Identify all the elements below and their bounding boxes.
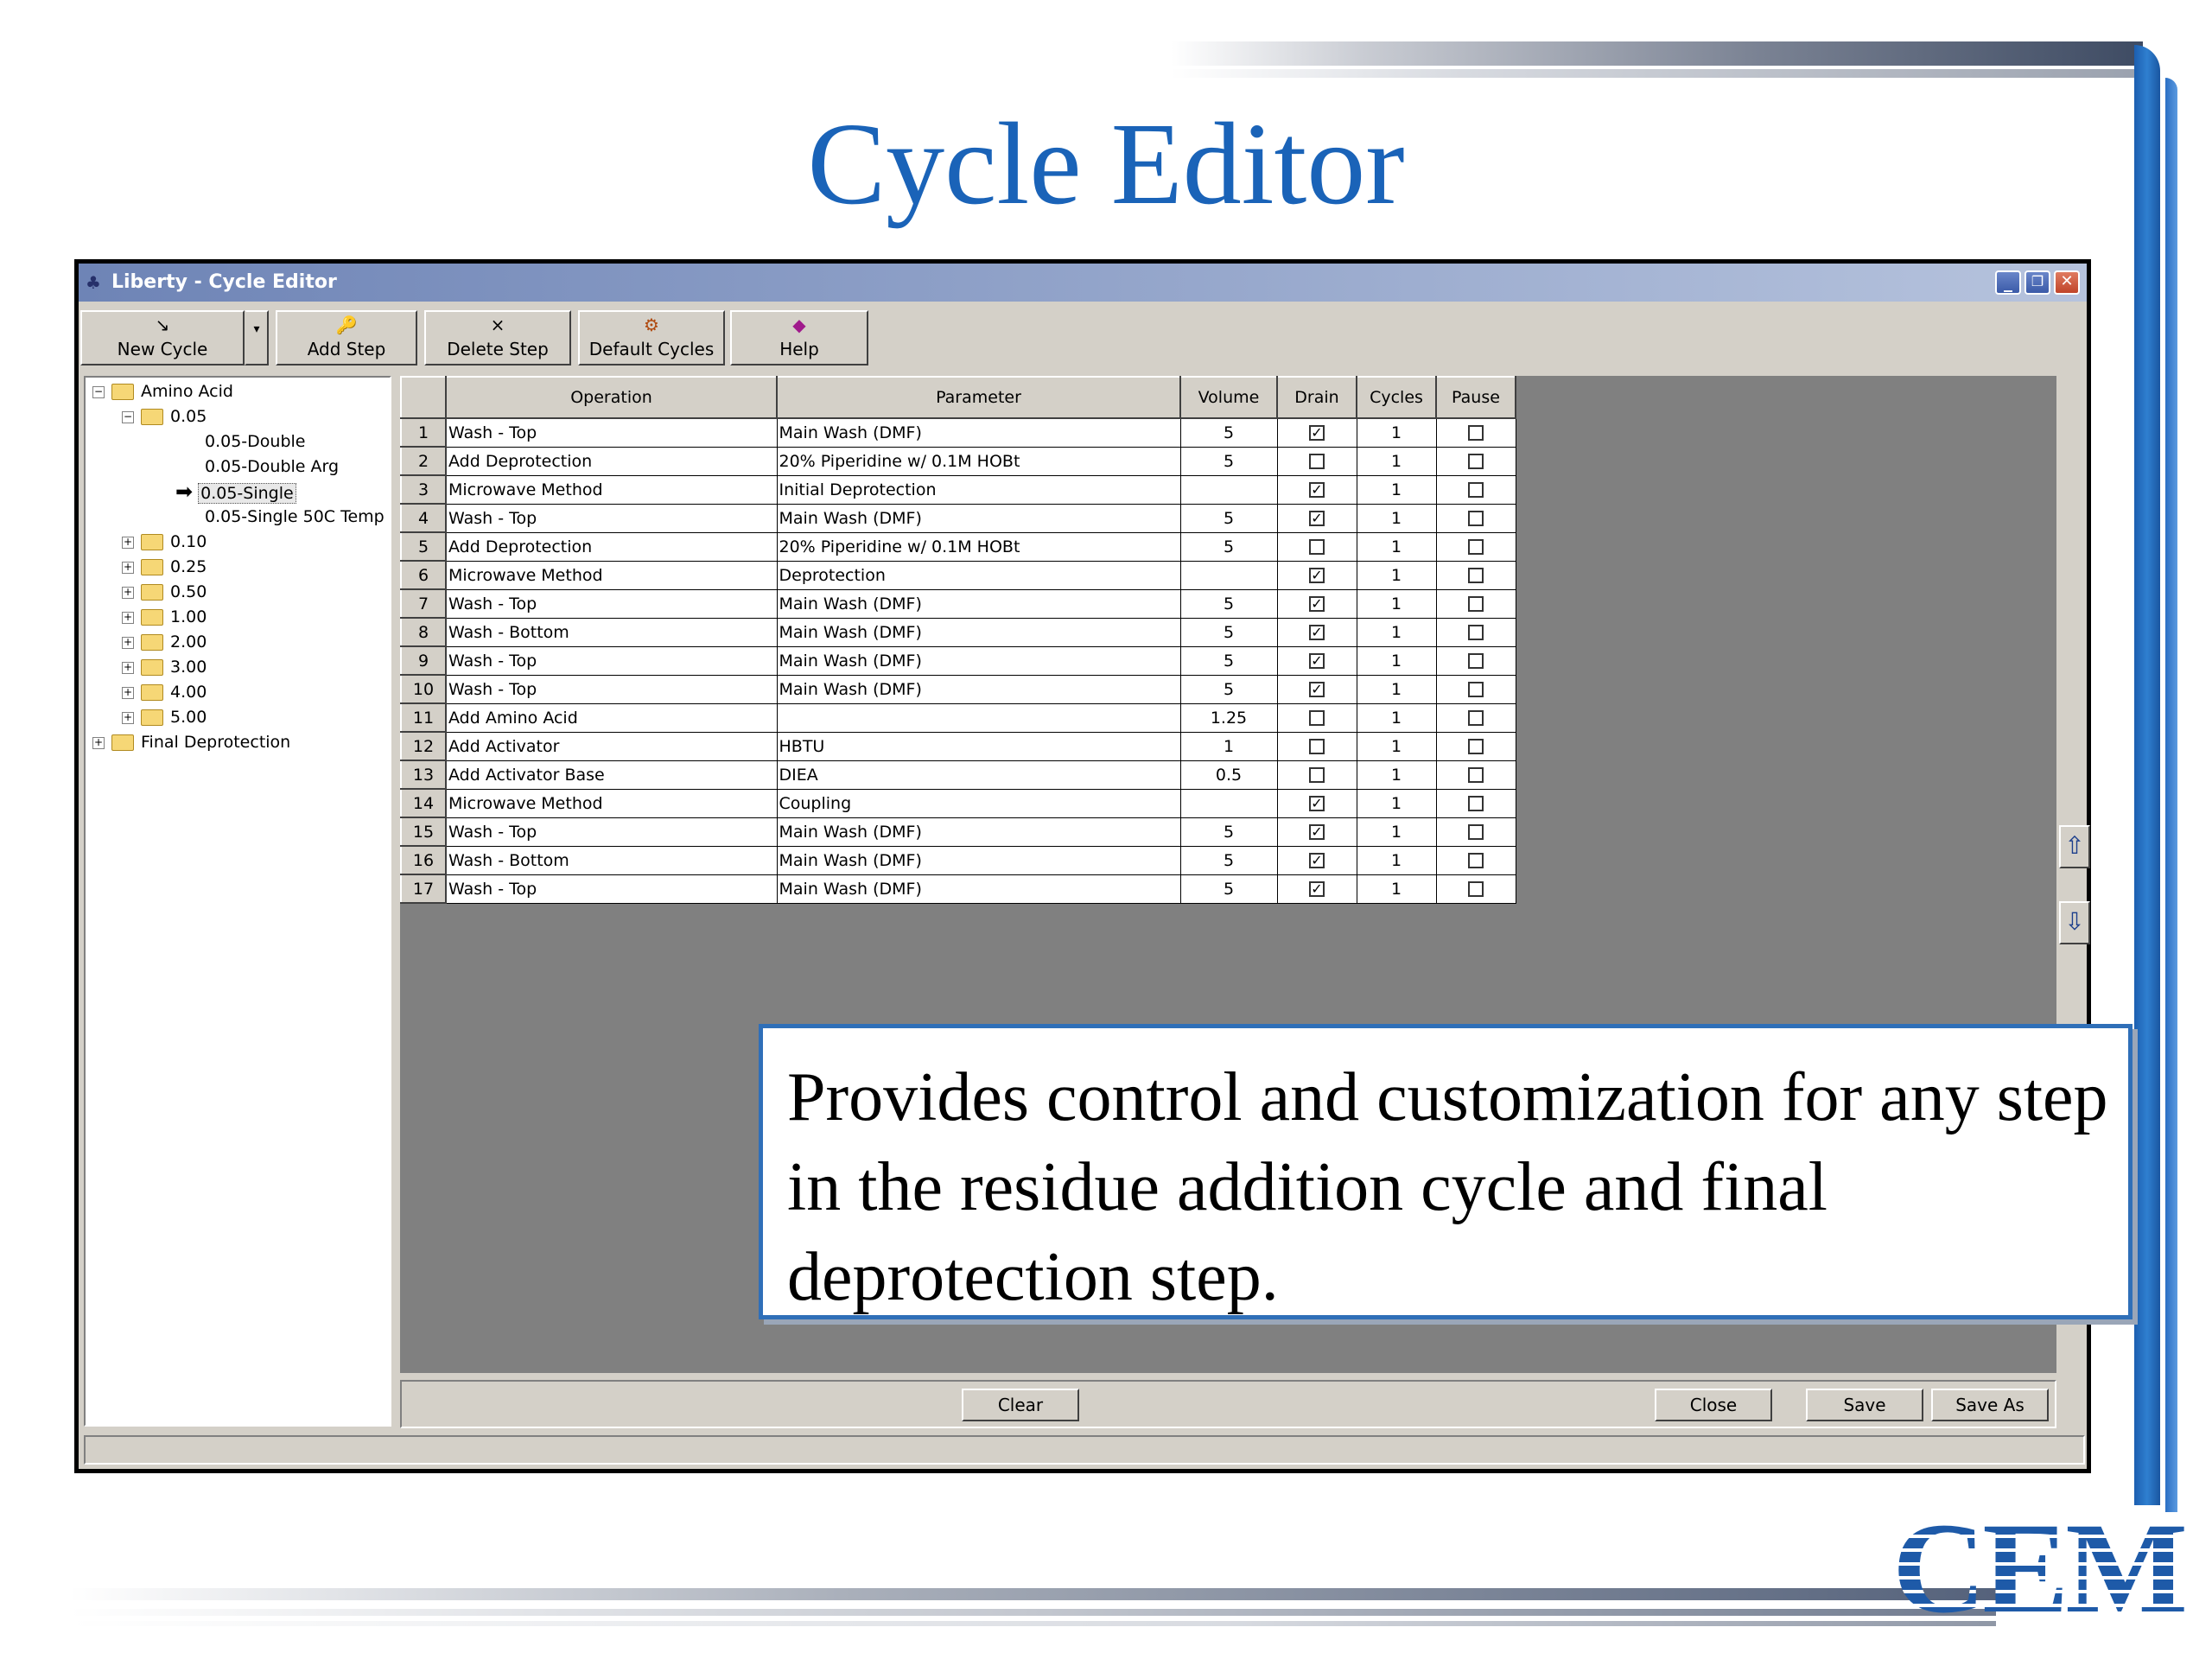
cycles-cell[interactable]: 1: [1357, 561, 1436, 589]
arrow-down-icon: ⇩: [2064, 907, 2085, 936]
volume-cell[interactable]: 5: [1180, 846, 1277, 874]
volume-cell[interactable]: 5: [1180, 675, 1277, 703]
move-down-button[interactable]: [2059, 901, 2090, 944]
tree-label: 1.00: [170, 607, 207, 626]
row-number[interactable]: 14: [401, 789, 446, 817]
operation-cell[interactable]: Wash - Top: [446, 817, 777, 846]
bottom-decoration-bar-3: [69, 1621, 1996, 1626]
new-cycle-label: New Cycle: [117, 339, 208, 359]
cycles-cell[interactable]: 1: [1357, 504, 1436, 532]
folder-icon: [141, 659, 163, 676]
row-number[interactable]: 17: [401, 874, 446, 903]
right-decoration-bar-inner: [2165, 78, 2177, 1512]
folder-icon: [141, 584, 163, 601]
volume-cell[interactable]: [1180, 561, 1277, 589]
operation-cell[interactable]: Wash - Top: [446, 589, 777, 618]
parameter-cell[interactable]: 20% Piperidine w/ 0.1M HOBt: [777, 447, 1180, 475]
drain-cell: [1277, 789, 1357, 817]
expand-icon[interactable]: +: [123, 685, 133, 698]
delete-icon: ×: [490, 315, 505, 335]
tree-node-scale[interactable]: [122, 580, 207, 604]
volume-cell[interactable]: 5: [1180, 817, 1277, 846]
tree-label: Amino Acid: [141, 382, 233, 401]
default-cycles-label: Default Cycles: [588, 339, 715, 359]
pause-checkbox[interactable]: [1468, 824, 1484, 840]
table-row[interactable]: [401, 418, 1516, 447]
drain-cell: [1277, 589, 1357, 618]
pause-checkbox[interactable]: [1468, 796, 1484, 811]
drain-checkbox[interactable]: ✓: [1309, 511, 1325, 526]
pause-checkbox[interactable]: [1468, 853, 1484, 868]
cycles-cell[interactable]: 1: [1357, 418, 1436, 447]
table-header-row: [401, 377, 1516, 418]
operation-cell[interactable]: Add Activator Base: [446, 760, 777, 789]
pause-checkbox[interactable]: [1468, 425, 1484, 441]
tree-node-final-deprotection[interactable]: [92, 730, 290, 754]
tree-node-0-05[interactable]: [122, 404, 207, 429]
pause-checkbox[interactable]: [1468, 767, 1484, 783]
expand-icon[interactable]: +: [123, 610, 133, 623]
operation-cell[interactable]: Add Amino Acid: [446, 703, 777, 732]
tree-node-scale[interactable]: [122, 705, 207, 729]
help-label: Help: [779, 339, 819, 359]
cycles-cell[interactable]: 1: [1357, 675, 1436, 703]
default-cycles-icon: ⚙: [644, 315, 659, 335]
status-bar: [84, 1435, 2085, 1465]
drain-checkbox[interactable]: [1309, 539, 1325, 555]
save-button[interactable]: Save: [1806, 1389, 1923, 1421]
column-header-drain[interactable]: Drain: [1277, 377, 1357, 418]
slide-title: Cycle Editor: [807, 99, 1405, 229]
folder-icon: [141, 709, 163, 726]
move-up-button[interactable]: [2059, 825, 2090, 868]
pause-cell: [1436, 418, 1516, 447]
operation-cell[interactable]: Wash - Top: [446, 874, 777, 903]
expand-icon[interactable]: +: [123, 535, 133, 548]
tree-node-cycle[interactable]: [205, 429, 306, 454]
drain-checkbox[interactable]: ✓: [1309, 568, 1325, 583]
pause-checkbox[interactable]: [1468, 625, 1484, 640]
pause-checkbox[interactable]: [1468, 511, 1484, 526]
pause-cell: [1436, 532, 1516, 561]
drain-cell: [1277, 874, 1357, 903]
pause-cell: [1436, 760, 1516, 789]
row-number[interactable]: 2: [401, 447, 446, 475]
tree-node-cycle[interactable]: [205, 454, 339, 479]
cycles-cell[interactable]: 1: [1357, 817, 1436, 846]
add-step-icon: 🔑: [335, 315, 358, 335]
volume-cell[interactable]: 5: [1180, 874, 1277, 903]
tree-node-scale[interactable]: [122, 655, 207, 679]
table-row[interactable]: [401, 703, 1516, 732]
close-window-button[interactable]: ✕: [2054, 270, 2080, 295]
drain-checkbox[interactable]: ✓: [1309, 482, 1325, 498]
drain-checkbox[interactable]: [1309, 454, 1325, 469]
cycle-tree: [84, 376, 391, 1427]
drain-checkbox[interactable]: [1309, 767, 1325, 783]
parameter-cell[interactable]: Main Wash (DMF): [777, 874, 1180, 903]
tree-node-scale[interactable]: [122, 680, 207, 704]
cycles-cell[interactable]: 1: [1357, 618, 1436, 646]
app-icon: ♣: [86, 272, 101, 293]
table-row[interactable]: [401, 618, 1516, 646]
parameter-cell[interactable]: 20% Piperidine w/ 0.1M HOBt: [777, 532, 1180, 561]
expand-icon[interactable]: +: [123, 660, 133, 673]
help-book-icon: ◆: [792, 315, 806, 335]
operation-cell[interactable]: Microwave Method: [446, 475, 777, 504]
column-header-operation[interactable]: Operation: [446, 377, 777, 418]
pause-cell: [1436, 475, 1516, 504]
drain-checkbox[interactable]: ✓: [1309, 625, 1325, 640]
row-number[interactable]: 15: [401, 817, 446, 846]
drain-checkbox[interactable]: ✓: [1309, 653, 1325, 669]
pause-cell: [1436, 589, 1516, 618]
operation-cell[interactable]: Microwave Method: [446, 561, 777, 589]
parameter-cell[interactable]: Main Wash (DMF): [777, 817, 1180, 846]
window-title: Liberty - Cycle Editor: [111, 271, 337, 293]
drain-cell: [1277, 532, 1357, 561]
new-cycle-icon: ↘: [155, 315, 170, 335]
drain-checkbox[interactable]: [1309, 739, 1325, 754]
tree-label: 0.05-Double Arg: [205, 457, 340, 476]
drain-cell: [1277, 447, 1357, 475]
column-header-parameter[interactable]: Parameter: [777, 377, 1180, 418]
table-row[interactable]: [401, 589, 1516, 618]
table-row[interactable]: [401, 646, 1516, 675]
pause-cell: [1436, 703, 1516, 732]
drain-cell: [1277, 475, 1357, 504]
drain-cell: [1277, 618, 1357, 646]
tree-node-scale[interactable]: [122, 605, 207, 629]
parameter-cell[interactable]: Initial Deprotection: [777, 475, 1180, 504]
tree-label: 0.05-Single: [198, 483, 296, 504]
volume-cell[interactable]: 0.5: [1180, 760, 1277, 789]
volume-cell[interactable]: [1180, 475, 1277, 504]
pause-cell: [1436, 618, 1516, 646]
row-number[interactable]: 13: [401, 760, 446, 789]
cycles-cell[interactable]: 1: [1357, 703, 1436, 732]
parameter-cell[interactable]: [777, 703, 1180, 732]
restore-button[interactable]: ❐: [2024, 270, 2050, 295]
pause-checkbox[interactable]: [1468, 568, 1484, 583]
right-decoration-bar: [2134, 45, 2160, 1505]
tree-node-cycle[interactable]: [205, 505, 385, 529]
column-header-cycles[interactable]: Cycles: [1357, 377, 1436, 418]
cycles-cell[interactable]: 1: [1357, 646, 1436, 675]
bottom-decoration-bar-2: [69, 1609, 1996, 1616]
parameter-cell[interactable]: Main Wash (DMF): [777, 618, 1180, 646]
drain-checkbox[interactable]: ✓: [1309, 596, 1325, 612]
tree-node-scale[interactable]: [122, 555, 207, 579]
save-as-button[interactable]: Save As: [1931, 1389, 2049, 1421]
folder-icon: [141, 409, 163, 425]
table-row[interactable]: [401, 675, 1516, 703]
parameter-cell[interactable]: Main Wash (DMF): [777, 418, 1180, 447]
cycles-cell[interactable]: 1: [1357, 475, 1436, 504]
tree-label: 2.00: [170, 632, 207, 652]
new-cycle-dropdown[interactable]: [245, 310, 269, 365]
drain-cell: [1277, 817, 1357, 846]
close-button[interactable]: Close: [1655, 1389, 1772, 1421]
volume-cell[interactable]: 5: [1180, 447, 1277, 475]
row-number[interactable]: 3: [401, 475, 446, 504]
operation-cell[interactable]: Wash - Top: [446, 418, 777, 447]
tree-node-cycle-selected[interactable]: [175, 480, 296, 504]
volume-cell[interactable]: 1.25: [1180, 703, 1277, 732]
help-button[interactable]: [730, 310, 868, 365]
operation-cell[interactable]: Wash - Top: [446, 646, 777, 675]
table-row[interactable]: [401, 846, 1516, 874]
pause-cell: [1436, 447, 1516, 475]
pause-cell: [1436, 789, 1516, 817]
drain-cell: [1277, 760, 1357, 789]
minimize-button[interactable]: _: [1995, 270, 2021, 295]
column-header-volume[interactable]: Volume: [1180, 377, 1277, 418]
row-number[interactable]: 7: [401, 589, 446, 618]
pause-cell: [1436, 646, 1516, 675]
drain-cell: [1277, 561, 1357, 589]
parameter-cell[interactable]: Main Wash (DMF): [777, 846, 1180, 874]
drain-checkbox[interactable]: [1309, 710, 1325, 726]
parameter-cell[interactable]: Coupling: [777, 789, 1180, 817]
operation-cell[interactable]: Add Activator: [446, 732, 777, 760]
row-number[interactable]: 6: [401, 561, 446, 589]
pause-cell: [1436, 846, 1516, 874]
tree-label: 0.50: [170, 582, 207, 601]
top-decoration-bar-thin: [1171, 69, 2143, 78]
drain-checkbox[interactable]: ✓: [1309, 796, 1325, 811]
tree-label: 4.00: [170, 683, 207, 702]
row-number[interactable]: 11: [401, 703, 446, 732]
tree-node-scale[interactable]: [122, 530, 207, 554]
row-number[interactable]: 5: [401, 532, 446, 561]
parameter-cell[interactable]: Main Wash (DMF): [777, 504, 1180, 532]
cycles-cell[interactable]: 1: [1357, 874, 1436, 903]
parameter-cell[interactable]: HBTU: [777, 732, 1180, 760]
row-number[interactable]: 16: [401, 846, 446, 874]
delete-step-button[interactable]: [424, 310, 571, 365]
operation-cell[interactable]: Wash - Bottom: [446, 618, 777, 646]
folder-icon: [141, 534, 163, 550]
cycles-cell[interactable]: 1: [1357, 760, 1436, 789]
parameter-cell[interactable]: Main Wash (DMF): [777, 646, 1180, 675]
row-number[interactable]: 12: [401, 732, 446, 760]
tree-label: 5.00: [170, 708, 207, 727]
parameter-cell[interactable]: Main Wash (DMF): [777, 675, 1180, 703]
tree-label: 3.00: [170, 658, 207, 677]
expand-icon[interactable]: +: [123, 710, 133, 723]
volume-cell[interactable]: 5: [1180, 618, 1277, 646]
drain-checkbox[interactable]: ✓: [1309, 853, 1325, 868]
drain-cell: [1277, 846, 1357, 874]
table-row[interactable]: [401, 874, 1516, 903]
default-cycles-button[interactable]: [578, 310, 725, 365]
bottom-decoration-bar: [69, 1588, 1996, 1600]
parameter-cell[interactable]: DIEA: [777, 760, 1180, 789]
chevron-down-icon: ▾: [253, 322, 260, 336]
drain-checkbox[interactable]: ✓: [1309, 824, 1325, 840]
operation-cell[interactable]: Wash - Top: [446, 675, 777, 703]
volume-cell[interactable]: 1: [1180, 732, 1277, 760]
arrow-right-icon: ➡: [175, 480, 194, 504]
pause-checkbox[interactable]: [1468, 653, 1484, 669]
arrow-up-icon: ⇧: [2064, 831, 2085, 860]
table-row[interactable]: [401, 561, 1516, 589]
pause-cell: [1436, 561, 1516, 589]
window-titlebar: [79, 264, 2087, 302]
volume-cell[interactable]: 5: [1180, 532, 1277, 561]
drain-cell: [1277, 418, 1357, 447]
pause-cell: [1436, 732, 1516, 760]
table-row[interactable]: [401, 475, 1516, 504]
toolbar: [80, 305, 2085, 371]
tree-node-scale[interactable]: [122, 630, 207, 654]
pause-cell: [1436, 874, 1516, 903]
row-number-header: [401, 377, 446, 418]
clear-button[interactable]: Clear: [962, 1389, 1079, 1421]
logo-text: CEM: [1892, 1497, 2184, 1640]
delete-step-label: Delete Step: [447, 339, 549, 359]
table-row[interactable]: [401, 760, 1516, 789]
pause-checkbox[interactable]: [1468, 539, 1484, 555]
row-number[interactable]: 8: [401, 618, 446, 646]
pause-checkbox[interactable]: [1468, 739, 1484, 754]
pause-checkbox[interactable]: [1468, 454, 1484, 469]
cycles-cell[interactable]: 1: [1357, 532, 1436, 561]
operation-cell[interactable]: Wash - Top: [446, 504, 777, 532]
folder-icon: [141, 684, 163, 701]
row-number[interactable]: 10: [401, 675, 446, 703]
expand-icon[interactable]: +: [93, 735, 104, 748]
volume-cell[interactable]: 5: [1180, 589, 1277, 618]
operation-cell[interactable]: Add Deprotection: [446, 532, 777, 561]
cem-logo: [1892, 1497, 2186, 1640]
row-number[interactable]: 4: [401, 504, 446, 532]
drain-checkbox[interactable]: ✓: [1309, 682, 1325, 697]
collapse-icon[interactable]: −: [93, 385, 104, 397]
add-step-label: Add Step: [307, 339, 386, 359]
pause-checkbox[interactable]: [1468, 881, 1484, 897]
table-row[interactable]: [401, 789, 1516, 817]
tree-node-amino-acid[interactable]: [92, 379, 233, 404]
tree-label: 0.10: [170, 532, 207, 551]
pause-cell: [1436, 504, 1516, 532]
cycles-cell[interactable]: 1: [1357, 447, 1436, 475]
cycles-cell[interactable]: 1: [1357, 846, 1436, 874]
folder-icon: [141, 609, 163, 626]
pause-checkbox[interactable]: [1468, 482, 1484, 498]
parameter-cell[interactable]: Main Wash (DMF): [777, 589, 1180, 618]
table-row[interactable]: [401, 732, 1516, 760]
folder-icon: [141, 634, 163, 651]
pause-cell: [1436, 675, 1516, 703]
table-row[interactable]: [401, 447, 1516, 475]
tree-label: 0.05-Single 50C Temp: [205, 507, 385, 526]
drain-cell: [1277, 732, 1357, 760]
parameter-cell[interactable]: Deprotection: [777, 561, 1180, 589]
button-bar: [400, 1380, 2056, 1428]
table-row[interactable]: [401, 532, 1516, 561]
collapse-icon[interactable]: −: [123, 410, 133, 423]
table-row[interactable]: [401, 817, 1516, 846]
volume-cell[interactable]: 5: [1180, 418, 1277, 447]
expand-icon[interactable]: +: [123, 585, 133, 598]
callout-box: Provides control and customization for any step in the residue addition cycle and final deprotection step.: [759, 1024, 2133, 1319]
cycles-cell[interactable]: 1: [1357, 732, 1436, 760]
tree-label: 0.05-Double: [205, 432, 306, 451]
cycles-cell[interactable]: 1: [1357, 789, 1436, 817]
column-header-pause[interactable]: Pause: [1436, 377, 1516, 418]
tree-label: Final Deprotection: [141, 733, 291, 752]
drain-cell: [1277, 703, 1357, 732]
volume-cell[interactable]: [1180, 789, 1277, 817]
pause-cell: [1436, 817, 1516, 846]
drain-checkbox[interactable]: ✓: [1309, 425, 1325, 441]
tree-label: 0.05: [170, 407, 207, 426]
tree-label: 0.25: [170, 557, 207, 576]
folder-icon: [111, 384, 134, 400]
volume-cell[interactable]: 5: [1180, 504, 1277, 532]
steps-table: [400, 376, 1516, 904]
table-row[interactable]: [401, 504, 1516, 532]
top-decoration-bar: [1171, 41, 2143, 66]
row-number[interactable]: 1: [401, 418, 446, 447]
pause-checkbox[interactable]: [1468, 710, 1484, 726]
folder-icon: [111, 734, 134, 751]
drain-cell: [1277, 646, 1357, 675]
operation-cell[interactable]: Wash - Bottom: [446, 846, 777, 874]
new-cycle-button[interactable]: [80, 310, 245, 365]
operation-cell[interactable]: Microwave Method: [446, 789, 777, 817]
row-number[interactable]: 9: [401, 646, 446, 675]
drain-checkbox[interactable]: ✓: [1309, 881, 1325, 897]
drain-cell: [1277, 675, 1357, 703]
expand-icon[interactable]: +: [123, 635, 133, 648]
cycles-cell[interactable]: 1: [1357, 589, 1436, 618]
operation-cell[interactable]: Add Deprotection: [446, 447, 777, 475]
folder-icon: [141, 559, 163, 575]
volume-cell[interactable]: 5: [1180, 646, 1277, 675]
pause-checkbox[interactable]: [1468, 682, 1484, 697]
add-step-button[interactable]: [276, 310, 417, 365]
drain-cell: [1277, 504, 1357, 532]
pause-checkbox[interactable]: [1468, 596, 1484, 612]
expand-icon[interactable]: +: [123, 560, 133, 573]
